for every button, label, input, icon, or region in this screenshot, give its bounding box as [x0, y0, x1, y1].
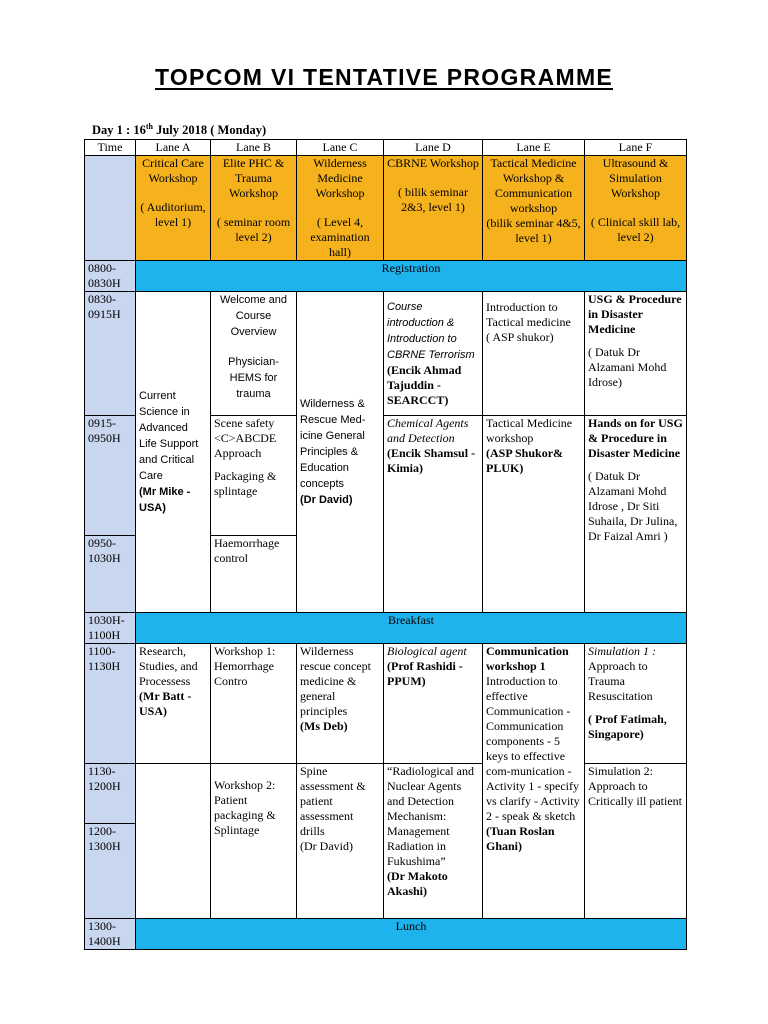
- day-prefix: Day 1 : 16: [92, 123, 146, 138]
- time-cell: 0915-0950H: [85, 416, 136, 536]
- lane-c-session-concept: [297, 644, 384, 764]
- session-text: Welcome and Course Overview: [219, 294, 288, 338]
- session-speaker: (Ms Deb): [300, 719, 348, 733]
- session-text: Introduction to Tactical medicine: [486, 300, 571, 329]
- session-text: Course introduction & Introduction to CBRNE Terrorism: [387, 301, 475, 361]
- header-lane-b: Lane B: [211, 140, 297, 156]
- session-speaker: (Dr David): [300, 494, 353, 506]
- header-lane-e: Lane E: [483, 140, 585, 156]
- session-speaker: ( Prof Fatimah, Singapore): [588, 712, 667, 741]
- lane-e-name: Tactical Medicine Workshop & Communication workshop: [490, 156, 577, 215]
- lane-c-session-rescue: [297, 292, 384, 613]
- session-text: USG & Procedure in Disaster Medicine: [588, 292, 682, 336]
- header-time: Time: [85, 140, 136, 156]
- lane-b-venue: ( seminar room level 2): [216, 215, 291, 244]
- lane-b-session-scene: [211, 416, 297, 536]
- lane-d-session-bio: [384, 644, 483, 764]
- lane-e-session-communication: [483, 644, 585, 919]
- lane-d-cell: [384, 156, 483, 261]
- lane-f-cell: [585, 156, 687, 261]
- lane-e-cell: [483, 156, 585, 261]
- session-title: Communication workshop 1: [486, 644, 569, 673]
- lane-e-venue: (bilik seminar 4&5, level 1): [486, 216, 581, 245]
- session-text: Scene safety <C>ABCDE Approach: [214, 416, 277, 460]
- programme-table: [84, 139, 687, 950]
- session-text: Wilderness rescue concept medicine & general principles: [300, 644, 371, 718]
- session-text: Physician-HEMS for trauma: [228, 356, 279, 400]
- lane-e-session-tactical: [483, 416, 585, 613]
- time-cell: 1130-1200H: [85, 764, 136, 824]
- lane-a-venue: ( Auditorium, level 1): [140, 200, 206, 229]
- lane-f-session-sim2: [585, 764, 687, 919]
- time-cell: 0800-0830H: [85, 261, 136, 292]
- table-row: [85, 764, 687, 824]
- time-cell: 1300-1400H: [85, 919, 136, 950]
- lane-f-session-sim1: [585, 644, 687, 764]
- session-text: Tactical Medicine workshop: [486, 416, 573, 445]
- table-row: [85, 644, 687, 764]
- lane-d-name: CBRNE Workshop: [387, 156, 479, 170]
- page-title-text: TOPCOM VI TENTATIVE PROGRAMME: [154, 64, 614, 90]
- lane-c-venue: ( Level 4, examination hall): [310, 215, 370, 259]
- lunch-band: Lunch: [136, 919, 687, 950]
- session-text: Spine assessment & patient assessment drills: [300, 764, 366, 838]
- header-lane-f: Lane F: [585, 140, 687, 156]
- session-text: Research, Studies, and Processess: [139, 644, 198, 688]
- lane-f-session-hands-on: [585, 416, 687, 613]
- session-speaker: ( Datuk Dr Alzamani Mohd Idrose): [588, 345, 667, 389]
- day-suffix: July 2018 ( Monday): [152, 123, 267, 138]
- time-cell: 1030H-1100H: [85, 613, 136, 644]
- session-text: Workshop 1: Hemorrhage Contro: [214, 644, 276, 688]
- table-row: [85, 292, 687, 416]
- lane-b-session-ws1: [211, 644, 297, 764]
- lane-a-session-research: [136, 644, 211, 764]
- session-speaker: (Prof Rashidi - PPUM): [387, 659, 463, 688]
- session-text: Workshop 2: Patient packaging & Splintage: [214, 778, 276, 837]
- session-text: Approach to Trauma Resuscitation: [588, 659, 653, 703]
- lane-a-empty: [136, 764, 211, 919]
- lane-b-session-welcome: [211, 292, 297, 416]
- day-suffix-sup: th: [145, 122, 153, 131]
- session-speaker: (Encik Ahmad Tajuddin - SEARCCT): [387, 363, 462, 407]
- session-speaker: ( ASP shukor): [486, 330, 554, 344]
- header-lane-c: Lane C: [297, 140, 384, 156]
- lane-d-session-chem: [384, 416, 483, 613]
- lane-time-blank: [85, 156, 136, 261]
- lane-b-cell: [211, 156, 297, 261]
- session-speaker: (Tuan Roslan Ghani): [486, 824, 555, 853]
- lane-d-session-course: [384, 292, 483, 416]
- session-text: Introduction to effective Communication - Communication components - 5 keys to effective com-munication - Activity 1 - specify vs clarify - Activity 2 - speak & sketch: [486, 674, 580, 823]
- lane-d-venue: ( bilik seminar 2&3, level 1): [398, 185, 468, 214]
- header-lane-a: Lane A: [136, 140, 211, 156]
- lane-f-session-usg: [585, 292, 687, 416]
- lane-a-name: Critical Care Workshop: [142, 156, 204, 185]
- lane-d-session-radiological: [384, 764, 483, 919]
- lane-c-name: Wilderness Medicine Workshop: [313, 156, 367, 200]
- breakfast-row: [85, 613, 687, 644]
- session-text: Haemorrhage control: [214, 536, 280, 565]
- header-row: [85, 140, 687, 156]
- session-title: Simulation 1 :: [588, 644, 656, 658]
- lane-c-cell: [297, 156, 384, 261]
- time-cell: 0830-0915H: [85, 292, 136, 416]
- session-text: Hands on for USG & Procedure in Disaster Medicine: [588, 416, 683, 460]
- page-title: [0, 64, 768, 91]
- session-speaker: (Encik Shamsul - Kimia): [387, 446, 476, 475]
- breakfast-band: Breakfast: [136, 613, 687, 644]
- session-speaker: (Mr Batt - USA): [139, 689, 192, 718]
- session-text: Current Science in Advanced Life Support and Critical Care: [139, 390, 199, 482]
- registration-row: [85, 261, 687, 292]
- lunch-row: [85, 919, 687, 950]
- session-text: Chemical Agents and Detection: [387, 416, 469, 445]
- lane-a-session-alsc: [136, 292, 211, 613]
- session-text: Biological agent: [387, 644, 467, 658]
- lane-c-session-spine: [297, 764, 384, 919]
- lane-row: [85, 156, 687, 261]
- session-speaker: (Dr Makoto Akashi): [387, 869, 448, 898]
- lane-b-name: Elite PHC & Trauma Workshop: [222, 156, 285, 200]
- lane-b-session-ws2: [211, 764, 297, 919]
- lane-a-cell: [136, 156, 211, 261]
- registration-band: Registration: [136, 261, 687, 292]
- lane-b-session-haemorrhage: [211, 536, 297, 613]
- session-speaker: (Mr Mike - USA): [139, 486, 191, 514]
- lane-f-venue: ( Clinical skill lab, level 2): [590, 215, 681, 244]
- session-text: “Radiological and Nuclear Agents and Detection Mechanism: Management Radiation in Fukushima”: [387, 764, 474, 868]
- session-speaker: (ASP Shukor& PLUK): [486, 446, 564, 475]
- session-speaker: (Dr David): [300, 839, 353, 853]
- lane-e-session-intro: [483, 292, 585, 416]
- time-cell: 1100-1130H: [85, 644, 136, 764]
- header-lane-d: Lane D: [384, 140, 483, 156]
- session-text: Packaging & splintage: [214, 469, 277, 498]
- session-text: Simulation 2: Approach to Critically ill patient: [588, 764, 682, 808]
- time-cell: 1200-1300H: [85, 824, 136, 919]
- session-speaker: ( Datuk Dr Alzamani Mohd Idrose , Dr Siti Suhaila, Dr Julina, Dr Faizal Amri ): [588, 469, 678, 543]
- time-cell: 0950-1030H: [85, 536, 136, 613]
- lane-f-name: Ultrasound & Simulation Workshop: [602, 156, 669, 200]
- session-text: Wilderness & Rescue Med-icine General Principles & Education concepts: [300, 398, 366, 490]
- day-heading: [92, 122, 266, 138]
